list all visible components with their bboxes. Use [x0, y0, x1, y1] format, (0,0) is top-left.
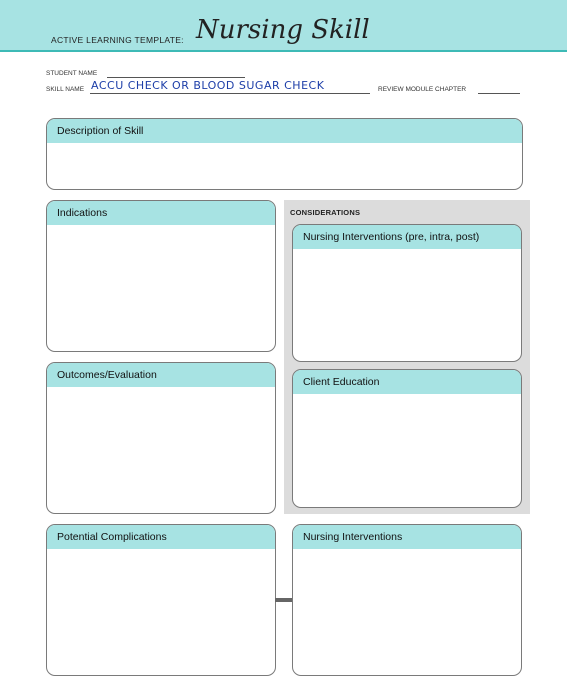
outcomes-heading: Outcomes/Evaluation [47, 363, 275, 387]
description-heading: Description of Skill [47, 119, 522, 143]
template-prefix: ACTIVE LEARNING TEMPLATE: [51, 35, 184, 45]
client-education-box[interactable] [292, 369, 522, 508]
outcomes-box[interactable] [46, 362, 276, 514]
template-title: Nursing Skill [196, 15, 370, 45]
skill-name-handwritten: ACCU CHECK OR BLOOD SUGAR CHECK [91, 79, 325, 92]
indications-box[interactable] [46, 200, 276, 352]
nursing-interventions-pip-heading: Nursing Interventions (pre, intra, post) [293, 225, 521, 249]
nursing-interventions-pip-box[interactable] [292, 224, 522, 362]
client-education-heading: Client Education [293, 370, 521, 394]
indications-heading: Indications [47, 201, 275, 225]
description-box[interactable] [46, 118, 523, 190]
review-chapter-field[interactable] [478, 93, 520, 94]
skill-name-field[interactable] [90, 93, 370, 94]
review-chapter-label: REVIEW MODULE CHAPTER [378, 86, 467, 93]
nursing-interventions-heading: Nursing Interventions [293, 525, 521, 549]
skill-name-label: SKILL NAME [46, 86, 85, 93]
nursing-interventions-box[interactable] [292, 524, 522, 676]
student-name-field[interactable] [107, 77, 245, 78]
header-divider [0, 50, 567, 52]
considerations-label: CONSIDERATIONS [290, 208, 361, 217]
student-name-label: STUDENT NAME [46, 70, 98, 77]
complications-heading: Potential Complications [47, 525, 275, 549]
complications-box[interactable] [46, 524, 276, 676]
connector-bar [275, 598, 293, 602]
